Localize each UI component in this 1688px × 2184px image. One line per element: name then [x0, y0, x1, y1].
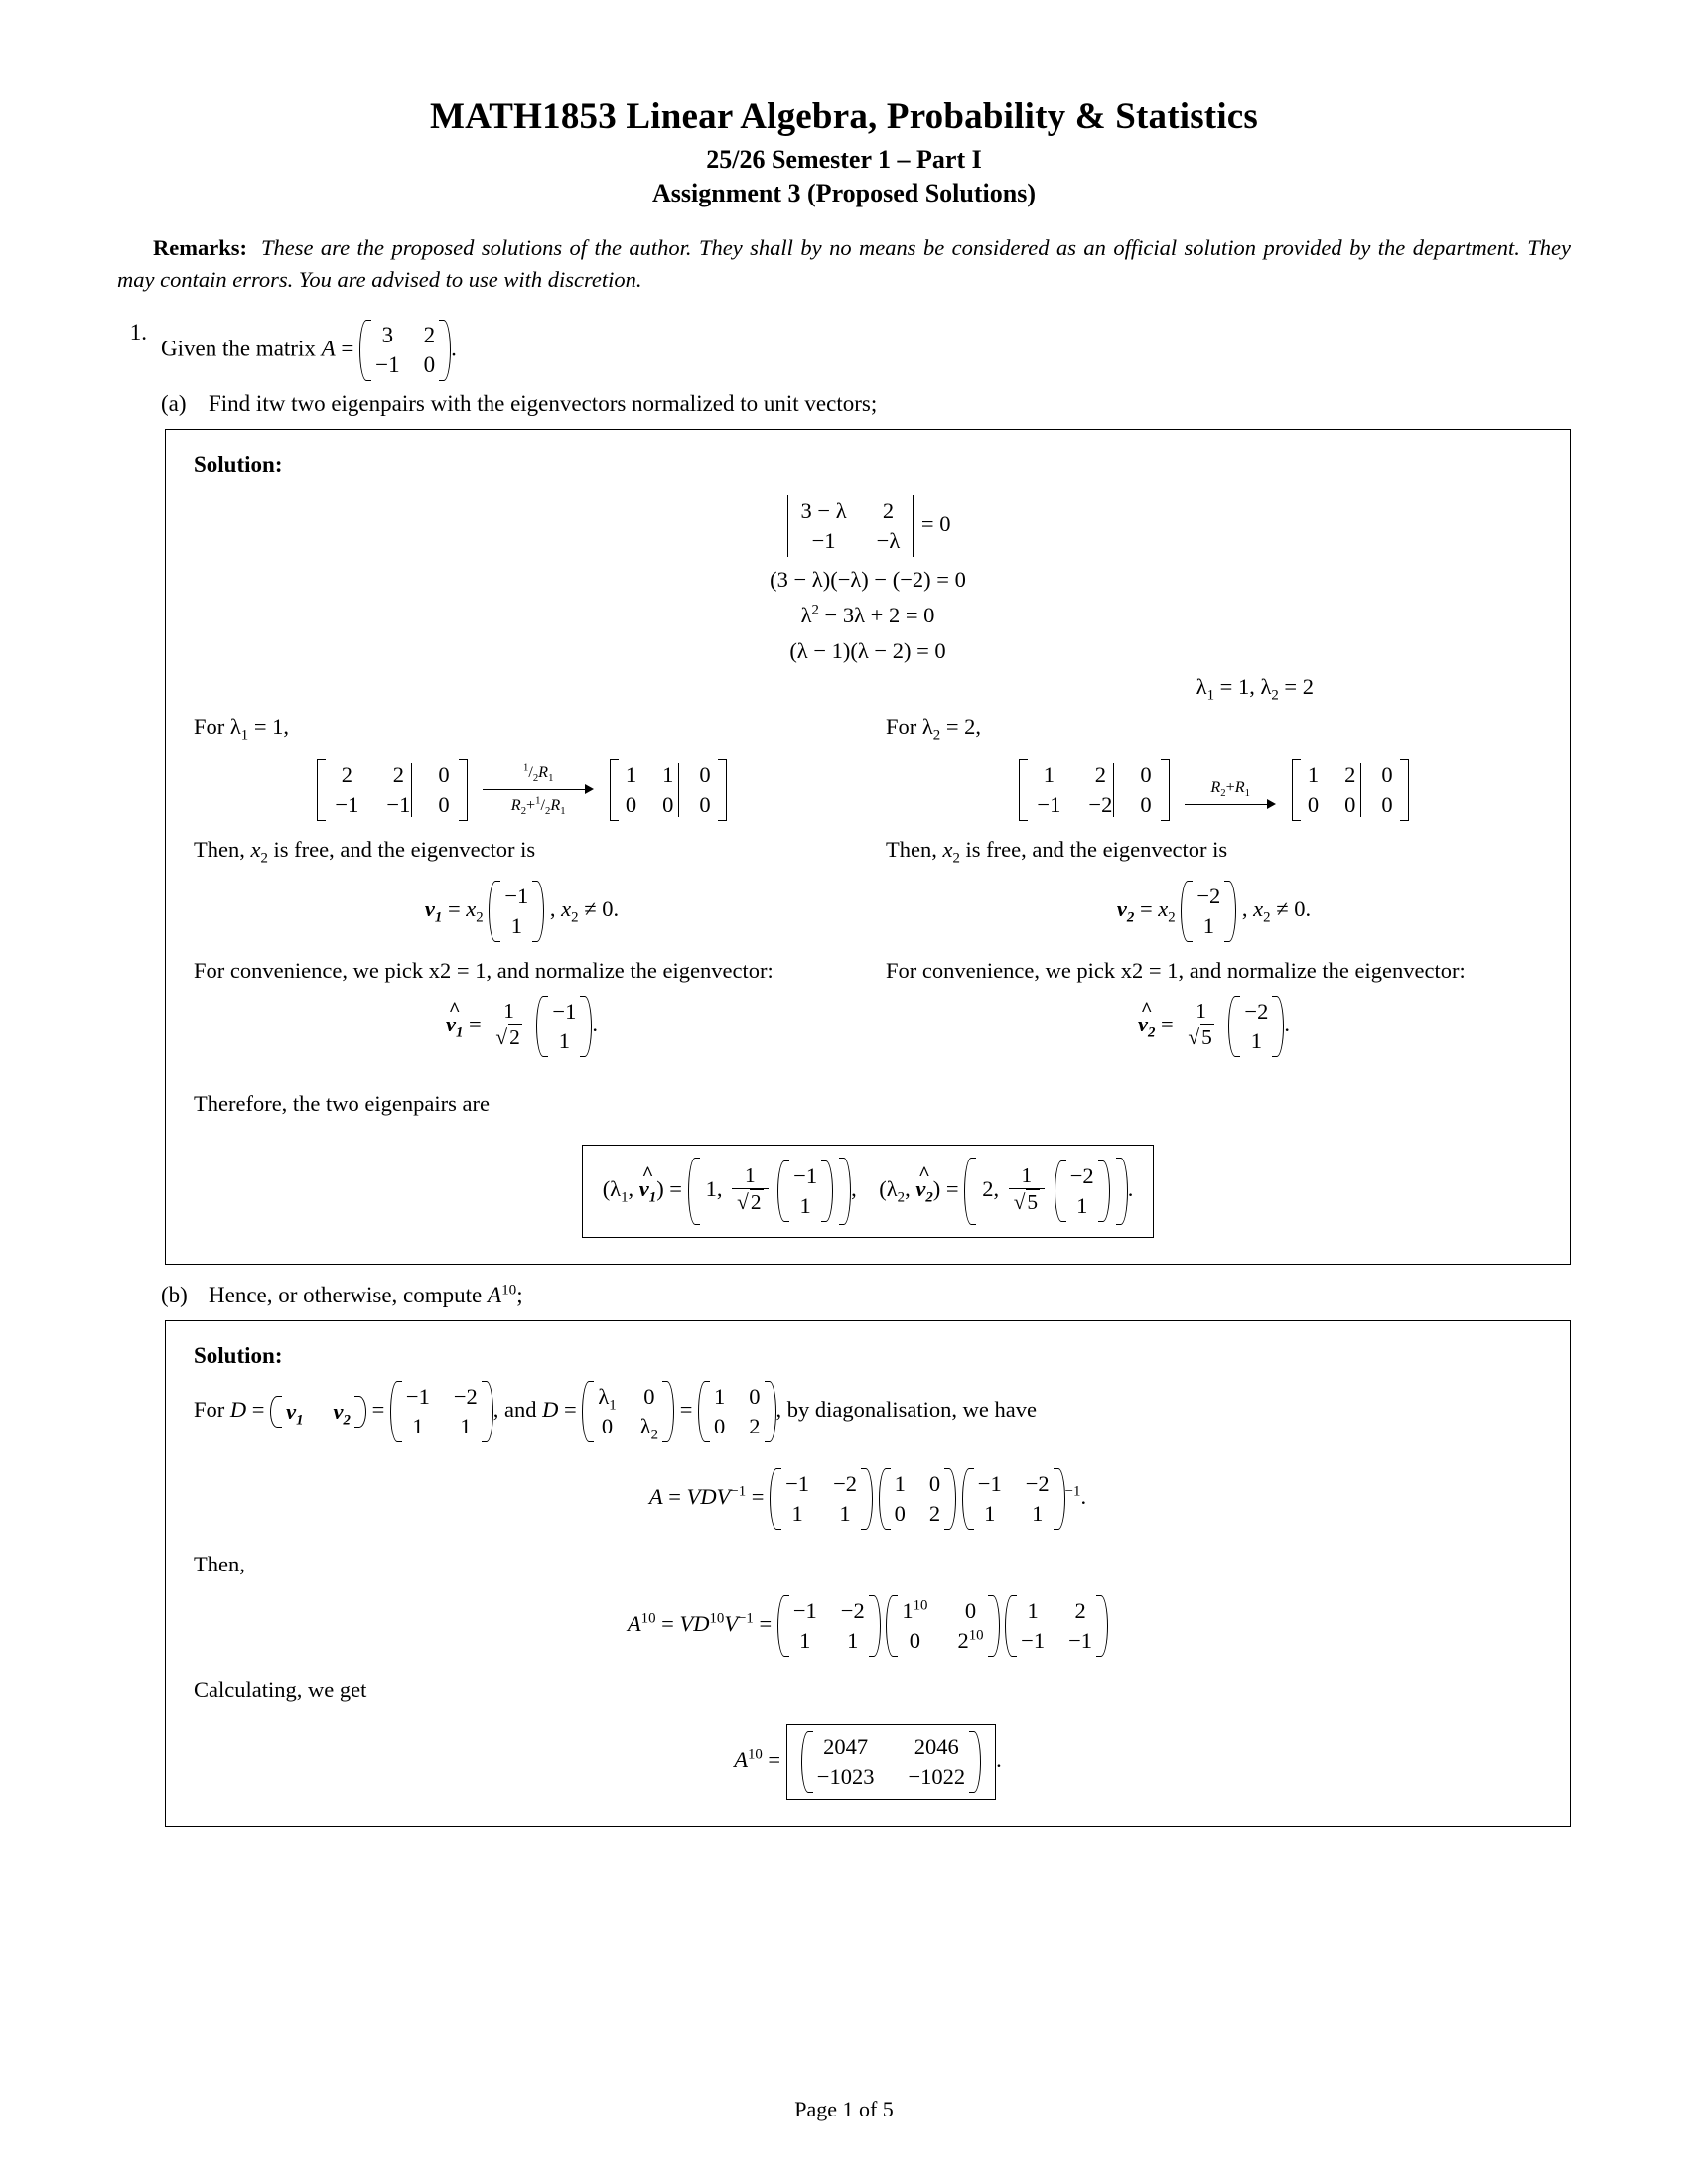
matrix-cell: −1 — [386, 792, 411, 818]
matrix-cell: −1 — [977, 1471, 1002, 1497]
matrix-cell: $1^{10}$ — [902, 1597, 928, 1624]
matrix-cell: 1 — [412, 1414, 424, 1439]
matrix-cell: 2 — [1074, 1598, 1086, 1624]
matrix-cell: $2^{10}$ — [957, 1627, 984, 1654]
intro-and: , and — [492, 1397, 537, 1423]
matrix-cell: 2 — [392, 762, 404, 788]
char-poly-line-2: (3 − λ)(−λ) − (−2) = 0 — [770, 567, 966, 593]
result-A10: $A^{10}$ = 2047 2046 −1023 −1022 . — [194, 1718, 1542, 1800]
matrix-cell: 0 — [1140, 792, 1152, 818]
matrix-cell: 0 — [909, 1628, 921, 1654]
matrix-cell: 1 — [799, 1193, 811, 1219]
question-1 — [117, 320, 1571, 381]
matrix-cell: 0 — [1381, 762, 1393, 788]
matrix-cell: 1 — [1027, 1598, 1039, 1624]
matrix-cell: −2 — [1088, 792, 1113, 818]
remarks-text: These are the proposed solutions of the author. They shall by no means be considered as an official solution provided by the department. They may contain errors. You are advised to use with discretion. — [117, 235, 1571, 293]
eq-A-lhs: A — [648, 1484, 663, 1510]
part-text-a: Find itw two eigenpairs with the eigenvectors normalized to unit vectors; — [209, 391, 878, 417]
char-poly-line-4: (λ − 1)(λ − 2) = 0 — [789, 638, 946, 664]
D-matrix-eqA — [879, 1468, 957, 1530]
question-stem-text: Given the matrix — [161, 336, 316, 361]
solution-box-a — [165, 429, 1571, 1265]
matrix-cell: 0 — [625, 792, 637, 818]
arrow-icon — [1185, 798, 1276, 810]
eigenvector-2-matrix — [1181, 881, 1236, 942]
eigenpairs-trailing-period: . — [1127, 1176, 1134, 1202]
unit-suffix-1: . — [592, 1012, 598, 1037]
eqA-trailing: . — [1080, 1484, 1087, 1510]
solution-heading-b: Solution: — [194, 1343, 283, 1369]
matrix-cell: 2 — [882, 498, 895, 524]
arrow-icon — [483, 783, 594, 795]
matrix-cell: 0 — [1344, 792, 1356, 818]
part-label-b: (b) — [161, 1283, 188, 1308]
eigenpair-2-coefficient: $\frac{1}{√5}$ — [1009, 1163, 1045, 1215]
result-answer-box — [786, 1724, 996, 1800]
matrix-cell: −2 — [833, 1471, 858, 1497]
page-footer: Page 1 of 5 — [794, 2097, 894, 2121]
matrix-cell: 1 — [847, 1628, 859, 1654]
matrix-cell: 2 — [749, 1414, 761, 1439]
normalize-text-2: For convenience, we pick x2 = 1, and normalize the eigenvector: — [886, 958, 1466, 984]
matrix-A — [359, 320, 451, 381]
matrix-cell: 0 — [438, 792, 450, 818]
equation-A-decomposition: $A = VDV^{-1}$ = −1 −2 1 1 1 0 0 2 −1 −2 1 1 $^{-1}$. — [194, 1468, 1542, 1530]
boxed-eigenpairs — [194, 1139, 1542, 1238]
matrix-cell: $v_2$ — [333, 1399, 351, 1429]
eigenvector-symbol-v2: $v_2$ — [1116, 896, 1135, 926]
matrix-cell: 1 — [1202, 913, 1214, 939]
eigenvector-1-condition: , $x_2 \ne 0$. — [549, 896, 620, 926]
matrix-cell: −2 — [453, 1384, 478, 1410]
V-inverse-matrix-eqA — [962, 1468, 1065, 1530]
matrix-cell: 2 — [1344, 762, 1356, 788]
solution-heading-a: Solution: — [194, 452, 283, 478]
matrix-symbol-A: A — [321, 336, 336, 361]
matrix-cell: 1 — [894, 1471, 906, 1497]
matrix-cell: 1 — [799, 1628, 811, 1654]
matrix-cell: 0 — [928, 1471, 941, 1497]
V-inverse-matrix-eqA10 — [1005, 1595, 1108, 1657]
question-stem — [161, 320, 1571, 381]
stem-period: . — [451, 336, 457, 361]
matrix-cell: −1 — [811, 528, 836, 554]
matrix-cell: −1 — [375, 352, 400, 378]
eigenvector-2-equation: $v_2 = x_2$ −2 1 , $x_2 \ne 0$. — [886, 881, 1542, 942]
augmented-matrix-after — [610, 759, 727, 821]
matrix-cell: $\lambda_2$ — [639, 1414, 659, 1443]
augmented-matrix-after — [1292, 759, 1409, 821]
equation-A10: $A^{10} = VD^{10}V^{-1}$ = −1 −2 1 1 $1^{10}$ 0 0 $2^{10}$ 1 2 −1 −1 — [194, 1595, 1542, 1657]
matrix-cell: 1 — [460, 1414, 472, 1439]
eigenpair-1-vector — [777, 1160, 833, 1222]
eigen-columns — [194, 714, 1542, 1057]
matrix-cell: 1 — [625, 762, 637, 788]
matrix-cell: −λ — [876, 528, 901, 554]
unit-eigenvector-symbol-v1: ^ $v_1$ — [446, 998, 464, 1041]
for-lambda2-label: For $\lambda_2 = 2$, — [886, 714, 982, 744]
matrix-cell: 3 — [381, 323, 394, 348]
eigenpair-1-coefficient: $\frac{1}{√2}$ — [732, 1163, 768, 1215]
matrix-cell: −1 — [405, 1384, 430, 1410]
matrix-cell: 0 — [1307, 792, 1320, 818]
question-1a — [161, 391, 1571, 417]
V-matrix — [390, 1381, 493, 1442]
eigenpair-2: ($\lambda_2$, ^ $v_2$) = 2, $\frac{1}{√5}$ −2 1 . — [879, 1176, 1133, 1201]
matrix-cell: 1 — [510, 913, 522, 939]
D-symbol: D — [229, 1397, 247, 1423]
free-variable-text-1: Then, $x_2$ is free, and the eigenvector is — [194, 837, 536, 867]
free-variable-text-2: Then, $x_2$ is free, and the eigenvector is — [886, 837, 1228, 867]
row-operation-arrow-1 — [483, 763, 594, 816]
matrix-cell: −1 — [1068, 1628, 1093, 1654]
eigen-column-lambda2 — [886, 714, 1542, 1057]
matrix-cell: 1 — [1032, 1501, 1044, 1527]
augmented-matrix-before — [1019, 759, 1169, 821]
matrix-cell: −1 — [785, 1471, 810, 1497]
matrix-cell: −1023 — [816, 1764, 875, 1790]
V-matrix-eqA10 — [777, 1595, 881, 1657]
matrix-cell: 0 — [662, 792, 674, 818]
solution-box-b — [165, 1320, 1571, 1827]
page-subtitle-semester: 25/26 Semester 1 – Part I — [706, 144, 982, 174]
matrix-cell: −2 — [1069, 1163, 1094, 1189]
matrix-cell: 3 − λ — [800, 498, 847, 524]
matrix-cell: −2 — [840, 1598, 865, 1624]
eigenpair-1-lambda: 1, — [705, 1176, 723, 1202]
part-text-b: Hence, or otherwise, compute $A^{10}$; — [209, 1281, 523, 1308]
matrix-cell: 0 — [964, 1598, 977, 1624]
eigenpair-2-vector — [1055, 1160, 1110, 1222]
D-lambda-matrix — [582, 1381, 674, 1442]
matrix-cell: 0 — [699, 762, 711, 788]
unit-eigenvector-symbol-v2: ^ $v_2$ — [1138, 998, 1156, 1041]
matrix-cell: 0 — [1140, 762, 1152, 788]
remarks-paragraph — [117, 232, 1571, 296]
matrix-cell: 1 — [839, 1501, 851, 1527]
one-over-sqrt5: $\frac{1}{√5}$ — [1183, 999, 1218, 1050]
question-1b — [161, 1283, 1571, 1308]
one-over-sqrt2: $\frac{1}{√2}$ — [491, 999, 526, 1050]
result-trailing: . — [996, 1747, 1002, 1773]
eq-A10-lhs: A — [627, 1611, 641, 1637]
D-numeric-matrix — [698, 1381, 776, 1442]
matrix-cell: 0 — [749, 1384, 761, 1410]
calculating-text: Calculating, we get — [194, 1677, 367, 1703]
matrix-cell: $\lambda_1$ — [598, 1384, 617, 1414]
char-poly-line-5: $\lambda_1 = 1$, $\lambda_2 = 2$ — [1196, 674, 1314, 704]
eigenpairs-conclusion-text: Therefore, the two eigenpairs are — [194, 1091, 490, 1117]
row-op-above: $^1/_2R_1$ — [522, 761, 554, 784]
result-matrix — [801, 1731, 981, 1793]
eigenpair-separator: , — [851, 1176, 857, 1202]
matrix-cell: −1022 — [908, 1764, 966, 1790]
eigenpairs-answer-box — [582, 1145, 1155, 1238]
inverse-exponent: −1 — [1064, 1483, 1081, 1500]
unit-eigenvector-2-matrix — [1228, 996, 1284, 1057]
matrix-cell: 0 — [601, 1414, 614, 1439]
eigenvector-2-condition: , $x_2 \ne 0$. — [1241, 896, 1312, 926]
unit-eigenvector-1-matrix — [536, 996, 592, 1057]
unit-eigenvector-2: ^ $v_2$ = $\frac{1}{√5}$ −2 1 . — [886, 996, 1542, 1057]
eigenvector-1-matrix — [489, 881, 544, 942]
matrix-cell: $v_1$ — [286, 1399, 304, 1429]
matrix-cell: 0 — [438, 762, 450, 788]
matrix-cell: 1 — [984, 1501, 996, 1527]
matrix-cell: −2 — [1244, 999, 1269, 1024]
matrix-cell: −1 — [793, 1163, 818, 1189]
matrix-cell: 0 — [714, 1414, 726, 1439]
page-subtitle-assignment: Assignment 3 (Proposed Solutions) — [652, 178, 1036, 207]
matrix-cell: −1 — [792, 1598, 817, 1624]
row-reduction-2 — [886, 759, 1542, 821]
matrix-cell: 1 — [1250, 1028, 1263, 1054]
matrix-cell: 2047 — [823, 1734, 869, 1760]
matrix-cell: 0 — [894, 1501, 906, 1527]
matrix-cell: 2 — [1094, 762, 1106, 788]
matrix-cell: 2 — [423, 323, 436, 348]
eigen-column-lambda1 — [194, 714, 850, 1057]
part-label-a: (a) — [161, 391, 187, 417]
D-symbol-2: D — [542, 1397, 559, 1423]
D10-matrix — [886, 1595, 999, 1657]
matrix-cell: 0 — [643, 1384, 655, 1410]
eigenpair-2-lambda: 2, — [982, 1176, 1000, 1202]
matrix-cell: 2 — [928, 1501, 941, 1527]
intro-for: For — [194, 1397, 225, 1423]
matrix-cell: −2 — [1025, 1471, 1050, 1497]
matrix-cell: 0 — [423, 352, 436, 378]
diagonalisation-intro: For D = $v_1$ $v_2$ = −1 −2 1 1 , and D = $\lambda_1$ 0 0 $\lambda_2$ = 1 0 0 2 , by diagonalisation, we have — [194, 1381, 1542, 1442]
matrix-cell: −1 — [552, 999, 577, 1024]
characteristic-determinant — [194, 495, 1542, 557]
matrix-cell: 1 — [662, 762, 674, 788]
equals-sign: = — [341, 336, 354, 361]
eigenpair-1: ($\lambda_1$, ^ $v_1$) = 1, $\frac{1}{√2}$ −1 1 , — [603, 1176, 863, 1201]
matrix-cell: 1 — [1307, 762, 1320, 788]
matrix-cell: 0 — [1381, 792, 1393, 818]
unit-eigenvector-1: ^ $v_1$ = $\frac{1}{√2}$ −1 1 . — [194, 996, 850, 1057]
matrix-cell: 1 — [1043, 762, 1055, 788]
V-matrix-eqA — [770, 1468, 873, 1530]
unit-suffix-2: . — [1284, 1012, 1290, 1037]
matrix-cell: 1 — [791, 1501, 803, 1527]
intro-diagonalisation: , by diagonalisation, we have — [775, 1397, 1037, 1423]
matrix-cell: 1 — [714, 1384, 726, 1410]
row-op-below: $R_2+^1/_2R_1$ — [510, 794, 566, 817]
matrix-cell: −1 — [1037, 792, 1061, 818]
then-text: Then, — [194, 1552, 245, 1577]
matrix-cell: −1 — [1021, 1628, 1046, 1654]
v-row-vector — [270, 1396, 366, 1428]
matrix-cell: 2046 — [914, 1734, 959, 1760]
matrix-cell: −1 — [504, 884, 529, 909]
for-lambda1-label: For $\lambda_1 = 1$, — [194, 714, 290, 744]
determinant-rhs: = 0 — [920, 511, 951, 537]
row-operation-arrow-2 — [1185, 778, 1276, 810]
matrix-cell: 1 — [1076, 1193, 1088, 1219]
result-lhs: A — [734, 1747, 748, 1773]
row-reduction-1 — [194, 759, 850, 821]
matrix-cell: −2 — [1196, 884, 1221, 909]
matrix-cell: 2 — [341, 762, 353, 788]
matrix-cell: 1 — [558, 1028, 571, 1054]
char-poly-line-3: $\lambda^2 - 3\lambda + 2 = 0$ — [800, 602, 935, 628]
eigenvector-1-equation: $v_1 = x_2$ −1 1 , $x_2 \ne 0$. — [194, 881, 850, 942]
remarks-label: Remarks: — [153, 235, 247, 261]
page-title: MATH1853 Linear Algebra, Probability & Statistics — [429, 96, 1259, 137]
question-number: 1. — [129, 320, 147, 345]
augmented-matrix-before — [317, 759, 467, 821]
matrix-cell: −1 — [335, 792, 359, 818]
eigenvector-symbol-v1: $v_1$ — [424, 896, 443, 926]
row-op-above: $R_2+R_1$ — [1210, 778, 1250, 800]
normalize-text-1: For convenience, we pick x2 = 1, and normalize the eigenvector: — [194, 958, 774, 984]
determinant-matrix — [785, 495, 916, 557]
matrix-cell: 0 — [699, 792, 711, 818]
